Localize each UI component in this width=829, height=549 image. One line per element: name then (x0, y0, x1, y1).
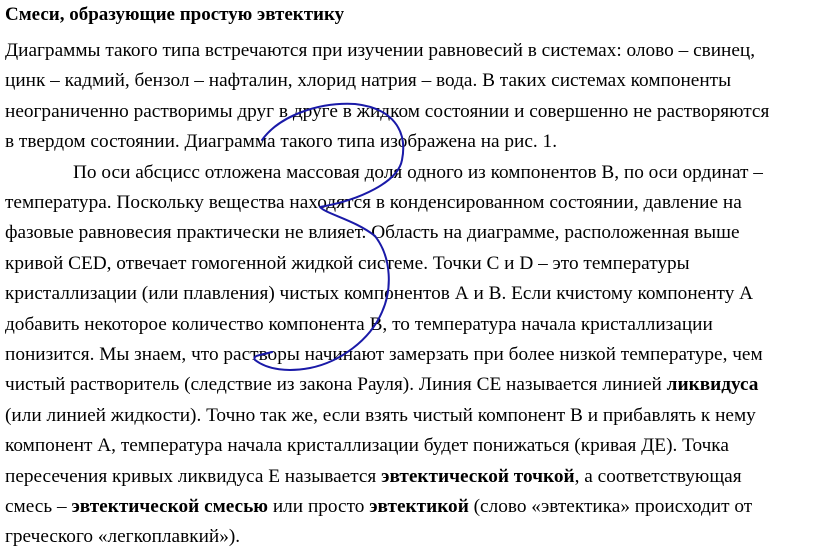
text-line (5, 282, 753, 306)
bold-term: ликвидуса (666, 374, 759, 396)
text-run: (или линией жидкости). Точно так же, если взять чистый компонент В и прибавлять к нему (5, 404, 756, 426)
text-run: цинк – кадмий, бензол – нафталин, хлорид натрия – вода. В таких системах компоненты (5, 70, 732, 92)
text-line (73, 161, 763, 185)
text-run: (слово «эвтектика» происходит от (468, 496, 753, 517)
bold-term: эвтектической смесью (71, 496, 269, 517)
text-line (5, 69, 731, 93)
text-run: пересечения кривых ликвидуса Е называется (5, 465, 382, 487)
text-line (5, 100, 769, 124)
text-run: чистый растворитель (следствие из закона Рауля). Линия СЕ называется линией (5, 374, 667, 396)
bold-term: эвтектической точкой (381, 465, 575, 487)
section-heading: Смеси, образующие простую эвтектику (5, 4, 345, 25)
text-line (5, 434, 729, 458)
text-run: кривой CED, отвечает гомогенной жидкой системе. Точки C и D – это температуры (5, 252, 690, 274)
text-run: добавить некоторое количество компонента В, то температура начала кристаллизации (5, 313, 713, 335)
text-line (5, 373, 758, 397)
text-run: Диаграммы такого типа встречаются при изучении равновесий в системах: олово – свинец, (5, 40, 756, 61)
text-run: фазовые равновесия практически не влияет. Область на диаграмме, расположенная выше (5, 222, 740, 244)
text-run: понизится. Мы знаем, что растворы начинают замерзать при более низкой температуре, чем (5, 344, 763, 365)
text-line (5, 465, 742, 489)
text-line (5, 313, 713, 337)
text-run: в твердом состоянии. Диаграмма такого типа изображена на рис. 1. (5, 131, 558, 153)
text-run: неограниченно растворимы друг в друге в жидком состоянии и совершенно не растворяются (5, 100, 770, 122)
text-line (5, 525, 240, 549)
text-line (5, 252, 690, 276)
text-line (5, 221, 740, 245)
text-run: смесь – (5, 496, 72, 517)
text-line (5, 39, 755, 63)
text-run: По оси абсцисс отложена массовая доля одного из компонентов В, по оси ординат – (73, 161, 763, 183)
text-run: кристаллизации (или плавления) чистых компонентов А и В. Если кчистому компоненту А (5, 283, 754, 305)
text-run: , а соответствующая (574, 465, 742, 487)
bold-term: эвтектикой (369, 496, 469, 517)
text-line (5, 130, 557, 154)
text-line (5, 191, 742, 215)
text-line (5, 343, 763, 367)
text-line (5, 404, 756, 428)
text-run: или просто (268, 496, 370, 517)
text-run: температура. Поскольку вещества находятся в конденсированном состоянии, давление на (5, 192, 742, 213)
text-run: греческого «легкоплавкий»). (5, 526, 241, 548)
text-run: компонент А, температура начала кристаллизации будет понижаться (кривая ДЕ). Точка (5, 435, 729, 457)
text-line (5, 495, 752, 519)
